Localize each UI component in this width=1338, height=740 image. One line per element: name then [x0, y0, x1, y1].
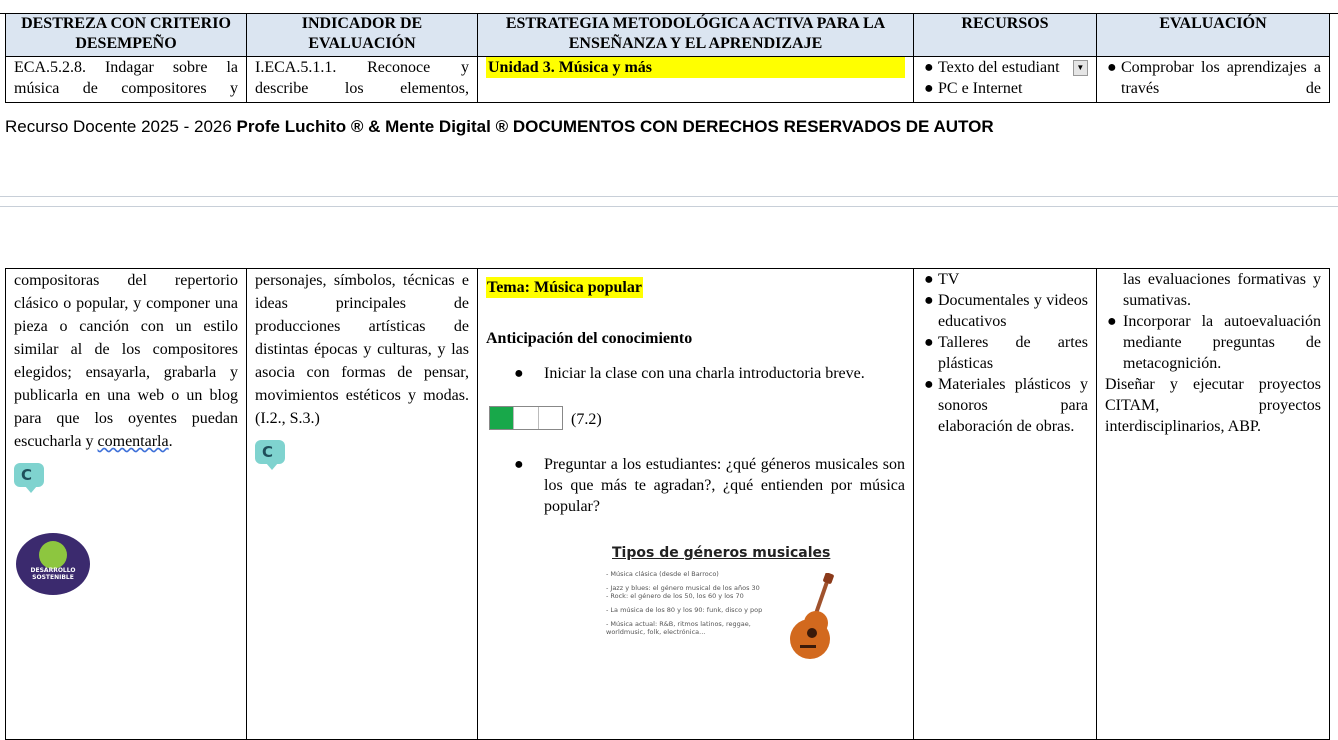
progress-bar [489, 406, 563, 430]
unit-title: Unidad 3. Música y más [486, 57, 905, 78]
list-item: ● Incorporar la autoevaluación mediante preguntas de metacognición. [1107, 313, 1321, 372]
estrategia-cell-top [478, 57, 914, 103]
evaluacion-text: Diseñar y ejecutar proyectos CITAM, proyectos interdisciplinarios, ABP. [1105, 376, 1321, 435]
destreza-cell: compositoras del repertorio clásico o popular, y componer una pieza o canción con un estilo similar al de los compositores elegidos; ensayarla, grabarla y publicarla en una web o un blog para que los oyentes puedan escucharla y comentarla. C DESARROLLO SOSTENIBLE [6, 269, 247, 740]
evaluacion-cell: las evaluaciones formativas y sumativas. ● Incorporar la autoevaluación mediante preguntas de metacognición. Diseñar y ejecutar proyectos CITAM, proyectos interdisciplinarios, ABP. [1097, 269, 1330, 740]
list-item: ● TV [924, 271, 960, 288]
dropdown-arrow-icon[interactable]: ▼ [1073, 60, 1088, 76]
planning-table-header [5, 13, 1330, 103]
topic-title: Tema: Música popular [487, 279, 642, 296]
header-indicador: INDICADOR DE EVALUACIÓN [247, 14, 478, 57]
list-item: ● Materiales plásticos y sonoros para elaboración de obras. [924, 376, 1088, 435]
comment-icon[interactable]: C [14, 463, 44, 487]
list-item: ● Documentales y videos educativos [924, 292, 1088, 330]
estrategia-cell [478, 269, 914, 740]
guitar-icon [782, 573, 842, 663]
indicador-cell: personajes, símbolos, técnicas e ideas principales de producciones artísticas de distintas épocas y culturas, y las asocia con formas de pensar, movimientos estéticos y modas. (I.2., S.3.) C [247, 269, 478, 740]
progress-indicator [489, 406, 905, 430]
genres-title: Tipos de géneros musicales [612, 545, 831, 561]
evaluacion-cell-top [1097, 57, 1330, 103]
list-item: ● Preguntar a los estudiantes: ¿qué géneros musicales son los que más te agradan?, ¿qué entienden por música popular? [514, 456, 905, 515]
progress-label: (7.2) [571, 411, 602, 428]
comment-icon[interactable]: C [255, 440, 285, 464]
spellcheck-word: comentarla [97, 433, 169, 450]
recursos-cell-top [914, 57, 1097, 103]
list-item: ● PC e Internet [924, 80, 1023, 97]
music-genres-image [606, 543, 836, 663]
page-break-line [0, 206, 1338, 207]
indicador-cell-top: I.ECA.5.1.1. Reconoce y describe los elementos, [247, 57, 478, 103]
header-evaluacion: EVALUACIÓN [1097, 14, 1330, 57]
page-break-line [0, 196, 1338, 197]
list-item: ● Iniciar la clase con una charla introductoria breve. [514, 365, 865, 382]
list-item: ● Talleres de artes plásticas [924, 334, 1088, 372]
sustainable-development-logo: DESARROLLO SOSTENIBLE [16, 533, 90, 595]
list-item: ● Comprobar los aprendizajes a través de [1107, 59, 1321, 97]
recursos-cell [914, 269, 1097, 740]
planning-table-body [5, 268, 1330, 740]
header-estrategia: ESTRATEGIA METODOLÓGICA ACTIVA PARA LA ENSEÑANZA Y EL APRENDIZAJE [478, 14, 914, 57]
header-recursos: RECURSOS [914, 14, 1097, 57]
top-margin-band [0, 0, 1338, 14]
destreza-cell-top: ECA.5.2.8. Indagar sobre la música de compositores y [6, 57, 247, 103]
leaf-icon [39, 541, 67, 569]
list-item: ● Texto del estudiant ▼ [924, 57, 1088, 78]
page-footer: Recurso Docente 2025 - 2026 Profe Luchito ® & Mente Digital ® DOCUMENTOS CON DERECHOS RESERVADOS DE AUTOR [5, 117, 994, 136]
genres-list: - Música clásica (desde el Barroco) - Jazz y blues: el género musical de los años 30 - Rock: el género de los 50, los 60 y los 70 - La música de los 80 y los 90: funk, disco y pop - Música actual: R&B, ritmos latinos, reggae, worldmusic, folk, electrónica... [606, 570, 763, 636]
header-destreza: DESTREZA CON CRITERIO DESEMPEÑO [6, 14, 247, 57]
section-title: Anticipación del conocimiento [486, 330, 693, 347]
